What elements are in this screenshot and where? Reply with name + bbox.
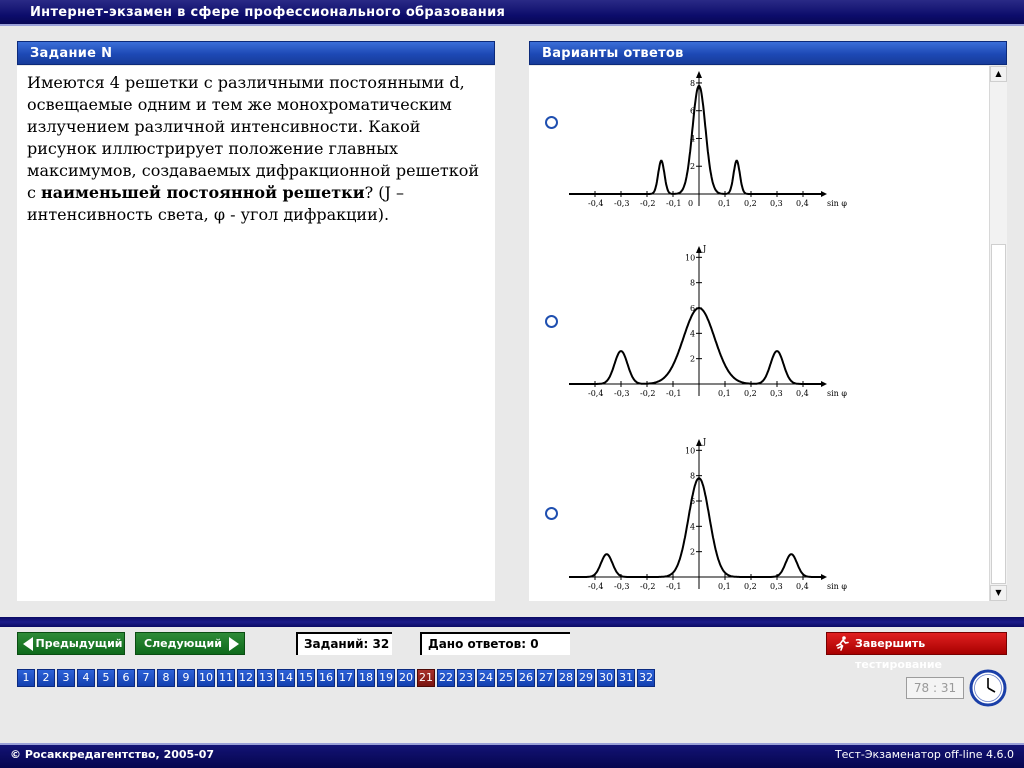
y-tick-label: 8 [690, 278, 696, 288]
x-tick-label: 0,4 [796, 199, 809, 208]
x-tick-label: 0,4 [796, 389, 809, 398]
finish-test-label: Завершить тестирование [855, 637, 943, 671]
question-text-part2: ? (J – интенсивность света, [27, 183, 404, 224]
y-tick-label: 2 [690, 354, 696, 364]
page-button-10[interactable]: 10 [197, 669, 215, 687]
scroll-up-icon[interactable]: ▲ [990, 66, 1007, 82]
scroll-thumb[interactable] [991, 244, 1006, 584]
x-axis-label: sin φ [827, 389, 847, 398]
page-button-3[interactable]: 3 [57, 669, 75, 687]
page-button-22[interactable]: 22 [437, 669, 455, 687]
x-tick-label: 0,2 [744, 582, 757, 591]
x-tick-label: -0,2 [640, 199, 656, 208]
x-tick-label: 0,1 [718, 582, 731, 591]
intensity-curve [569, 86, 823, 194]
page-button-2[interactable]: 2 [37, 669, 55, 687]
answer-option-2-plot [569, 241, 859, 406]
page-button-20[interactable]: 20 [397, 669, 415, 687]
next-button[interactable] [135, 632, 245, 655]
question-text-part3: - угол дифракции). [225, 205, 390, 224]
question-text [17, 66, 495, 601]
intensity-curve [569, 478, 823, 577]
page-button-19[interactable]: 19 [377, 669, 395, 687]
page-button-14[interactable]: 14 [277, 669, 295, 687]
y-tick-label: 8 [690, 471, 696, 481]
tasks-count: Заданий: 32 [296, 632, 392, 655]
next-button-label: Следующий [144, 637, 222, 650]
x-tick-label: -0,3 [614, 199, 630, 208]
y-tick-label: 10 [685, 446, 696, 456]
answers-count: Дано ответов: 0 [420, 632, 570, 655]
page-button-8[interactable]: 8 [157, 669, 175, 687]
divider-bar [0, 617, 1024, 627]
page-button-27[interactable]: 27 [537, 669, 555, 687]
window-title: Интернет-экзамен в сфере профессионального образования [0, 0, 1024, 26]
x-tick-label: 0 [688, 199, 694, 208]
y-tick-label: 6 [690, 304, 696, 313]
page-button-1[interactable]: 1 [17, 669, 35, 687]
y-axis-label: J [703, 244, 707, 253]
page-button-7[interactable]: 7 [137, 669, 155, 687]
page-button-28[interactable]: 28 [557, 669, 575, 687]
x-tick-label: -0,2 [640, 582, 656, 591]
page-button-5[interactable]: 5 [97, 669, 115, 687]
copyright: © Росаккредагентство, 2005-07 [10, 748, 215, 761]
footer [0, 743, 1024, 768]
x-tick-label: -0,2 [640, 389, 656, 398]
x-axis-label: sin φ [827, 582, 847, 591]
x-tick-label: -0,1 [666, 389, 682, 398]
answers-scrollbar[interactable] [989, 66, 1007, 601]
y-tick-label: 4 [690, 329, 696, 339]
prev-button[interactable] [17, 632, 125, 655]
page-button-29[interactable]: 29 [577, 669, 595, 687]
y-tick-label: 2 [690, 162, 696, 172]
x-tick-label: -0,1 [666, 582, 682, 591]
page-button-26[interactable]: 26 [517, 669, 535, 687]
y-axis-label: J [703, 437, 707, 446]
y-axis-arrow [696, 246, 702, 253]
answer-option-2-radio[interactable] [545, 315, 558, 328]
y-tick-label: 8 [690, 78, 696, 88]
question-text-part1: Имеются 4 решетки с различными постоянными d, освещаемые одним и тем же монохроматическим излучением различной интенсивности. Какой рисунок иллюстрирует положение главных максимумов, создаваемых дифракционной решеткой с [27, 73, 480, 202]
x-axis-label: sin φ [827, 199, 847, 208]
x-tick-label: 0,2 [744, 199, 757, 208]
x-tick-label: 0,3 [770, 389, 783, 398]
page-button-31[interactable]: 31 [617, 669, 635, 687]
page-button-16[interactable]: 16 [317, 669, 335, 687]
page-button-11[interactable]: 11 [217, 669, 235, 687]
page-button-23[interactable]: 23 [457, 669, 475, 687]
y-tick-label: 2 [690, 547, 696, 557]
arrow-left-icon [23, 637, 33, 651]
page-button-32[interactable]: 32 [637, 669, 655, 687]
y-tick-label: 4 [690, 134, 696, 144]
answer-option-3-radio[interactable] [545, 507, 558, 520]
answer-option-1-radio[interactable] [545, 116, 558, 129]
y-tick-label: 4 [690, 522, 696, 532]
page-button-17[interactable]: 17 [337, 669, 355, 687]
answers-header: Варианты ответов [529, 41, 1007, 65]
question-header: Задание N [17, 41, 495, 65]
page-button-13[interactable]: 13 [257, 669, 275, 687]
scroll-down-icon[interactable]: ▼ [990, 585, 1007, 601]
y-tick-label: 10 [685, 253, 696, 263]
app-version: Тест-Экзаменатор off-line 4.6.0 [834, 748, 1014, 761]
x-tick-label: -0,4 [588, 389, 604, 398]
timer: 78 : 31 [906, 677, 964, 699]
page-button-15[interactable]: 15 [297, 669, 315, 687]
prev-button-label: Предыдущий [35, 637, 123, 650]
x-tick-label: 0,2 [744, 389, 757, 398]
page-button-12[interactable]: 12 [237, 669, 255, 687]
question-text-bold: наименьшей постоянной решетки [41, 183, 365, 202]
page-button-24[interactable]: 24 [477, 669, 495, 687]
page-button-25[interactable]: 25 [497, 669, 515, 687]
x-tick-label: 0,1 [718, 199, 731, 208]
y-tick-label: 6 [690, 497, 696, 506]
finish-test-button[interactable] [826, 632, 1007, 671]
question-pager [17, 669, 657, 687]
x-tick-label: -0,3 [614, 582, 630, 591]
page-button-9[interactable]: 9 [177, 669, 195, 687]
y-axis-arrow [696, 71, 702, 78]
x-tick-label: -0,3 [614, 389, 630, 398]
intensity-curve [569, 308, 823, 384]
x-tick-label: -0,4 [588, 199, 604, 208]
answer-option-3-plot [569, 436, 859, 601]
page-button-21[interactable]: 21 [417, 669, 435, 687]
x-tick-label: 0,4 [796, 582, 809, 591]
page-button-30[interactable]: 30 [597, 669, 615, 687]
phi-symbol: φ [213, 205, 226, 224]
page-button-4[interactable]: 4 [77, 669, 95, 687]
x-tick-label: 0,3 [770, 582, 783, 591]
x-tick-label: -0,4 [588, 582, 604, 591]
y-axis-arrow [696, 439, 702, 446]
answers-panel [529, 66, 1007, 601]
x-tick-label: 0,1 [718, 389, 731, 398]
clock-icon [969, 669, 1007, 707]
page-button-18[interactable]: 18 [357, 669, 375, 687]
running-man-icon [835, 636, 849, 651]
page-button-6[interactable]: 6 [117, 669, 135, 687]
arrow-right-icon [229, 637, 239, 651]
y-tick-label: 6 [690, 106, 696, 116]
answer-option-1-plot [569, 70, 859, 220]
x-tick-label: -0,1 [666, 199, 682, 208]
x-tick-label: 0,3 [770, 199, 783, 208]
